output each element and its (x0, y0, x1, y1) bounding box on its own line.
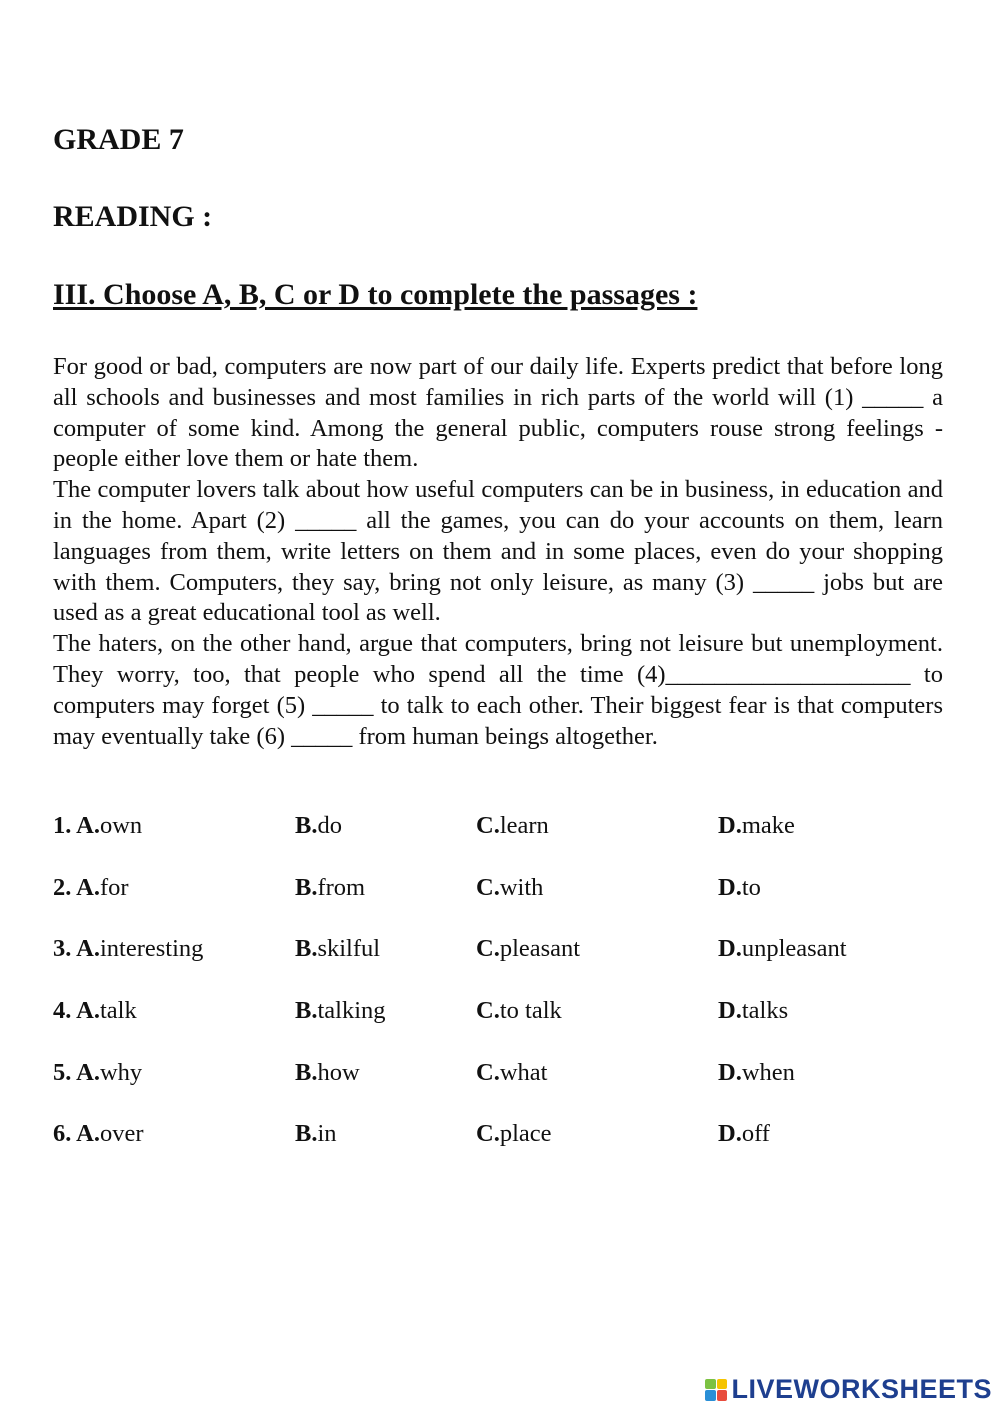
question-row (53, 931, 953, 993)
passage-paragraph: The haters, on the other hand, argue that computers, bring not leisure but unemployment. They worry, too, that people who spend all the time (4)____________________ to computers may forget (5) _____ to talk to each other. Their biggest fear is that computers may eventually take (6) _____ from human beings altogether. (53, 630, 943, 750)
option-d[interactable] (718, 1055, 795, 1091)
liveworksheets-logo (705, 1374, 992, 1405)
option-a[interactable] (53, 808, 142, 844)
option-letter (295, 997, 317, 1024)
option-letter-text: D. (718, 1120, 742, 1148)
option-text: in (317, 1120, 337, 1148)
option-text: talk (99, 997, 137, 1025)
option-letter-text: A. (76, 812, 100, 839)
option-letter (295, 1120, 317, 1147)
question-number: 2. (53, 873, 72, 901)
option-d[interactable] (718, 993, 788, 1029)
option-a[interactable] (53, 1116, 144, 1152)
option-letter (476, 1120, 500, 1147)
option-letter-text: B. (295, 997, 318, 1025)
option-text: when (741, 1058, 795, 1086)
option-c[interactable] (476, 931, 580, 967)
option-letter (718, 997, 742, 1024)
option-letter-text: C. (476, 873, 500, 901)
option-letter-text: C. (476, 997, 500, 1025)
option-b[interactable] (295, 993, 386, 1029)
option-letter-text: D. (718, 812, 742, 839)
option-text: place (499, 1120, 552, 1148)
option-letter (53, 997, 100, 1024)
option-letter (718, 874, 742, 901)
question-row (53, 1116, 953, 1178)
logo-text: LIVEWORKSHEETS (731, 1374, 992, 1404)
option-a[interactable] (53, 1055, 142, 1091)
option-letter (476, 1059, 500, 1086)
question-row (53, 870, 953, 932)
option-text: over (99, 1120, 144, 1148)
option-letter-text: D. (718, 997, 742, 1025)
reading-passage (53, 352, 943, 752)
option-letter-text: C. (476, 935, 500, 963)
option-letter (295, 812, 317, 839)
option-c[interactable] (476, 1055, 547, 1091)
option-text: from (317, 873, 366, 901)
option-text: interesting (99, 935, 204, 963)
question-number: 3. (53, 935, 72, 963)
option-letter (718, 935, 742, 962)
liveworksheets-logo-icon (705, 1379, 727, 1401)
question-row (53, 1055, 953, 1117)
option-letter (476, 812, 500, 839)
option-b[interactable] (295, 808, 342, 844)
option-text: off (741, 1120, 770, 1148)
option-letter-text: D. (718, 873, 742, 901)
option-text: unpleasant (741, 935, 847, 963)
option-letter (718, 1120, 742, 1147)
question-row (53, 808, 953, 870)
question-number: 1. (53, 812, 72, 839)
question-row (53, 993, 953, 1055)
option-letter (53, 935, 100, 962)
option-text: make (741, 812, 795, 839)
option-letter (476, 997, 500, 1024)
option-b[interactable] (295, 931, 380, 967)
option-b[interactable] (295, 1055, 360, 1091)
option-a[interactable] (53, 993, 137, 1029)
option-text: learn (499, 812, 549, 839)
option-letter-text: D. (718, 935, 742, 963)
option-d[interactable] (718, 808, 795, 844)
option-letter-text: C. (476, 1120, 500, 1148)
option-letter-text: B. (295, 935, 318, 963)
option-letter (53, 1059, 100, 1086)
option-text: for (99, 873, 129, 901)
option-text: talks (741, 997, 789, 1025)
option-letter-text: C. (476, 1058, 500, 1086)
option-letter-text: A. (76, 935, 100, 963)
option-text: do (317, 812, 342, 839)
option-d[interactable] (718, 1116, 770, 1152)
option-c[interactable] (476, 993, 562, 1029)
option-letter-text: A. (76, 873, 100, 901)
option-letter (295, 1059, 317, 1086)
option-letter-text: A. (76, 997, 100, 1025)
option-letter (53, 812, 100, 839)
grade-heading: GRADE 7 (53, 123, 184, 156)
option-letter-text: B. (295, 1120, 318, 1148)
option-letter (718, 1059, 742, 1086)
question-number: 5. (53, 1058, 72, 1086)
option-b[interactable] (295, 1116, 337, 1152)
option-text: with (499, 873, 544, 901)
answer-options (53, 808, 953, 1178)
option-text: to (741, 873, 761, 901)
option-letter-text: B. (295, 873, 318, 901)
option-letter-text: B. (295, 1058, 318, 1086)
option-c[interactable] (476, 808, 549, 844)
option-letter-text: C. (476, 812, 500, 839)
option-text: how (317, 1058, 360, 1086)
option-letter-text: D. (718, 1058, 742, 1086)
instruction-heading: III. Choose A, B, C or D to complete the passages : (53, 278, 698, 311)
option-letter (476, 935, 500, 962)
option-text: talking (317, 997, 386, 1025)
option-d[interactable] (718, 931, 847, 967)
option-text: own (99, 812, 143, 839)
option-text: pleasant (499, 935, 581, 963)
passage-paragraph: The computer lovers talk about how useful computers can be in business, in education and in the home. Apart (2) _____ all the games, you can do your accounts on them, learn languages from them, write letters on them and in some places, even do your shopping with them. Computers, they say, bring not only leisure, as many (3) _____ jobs but are used as a great educational tool as well. (53, 476, 943, 627)
option-letter (295, 935, 317, 962)
option-letter-text: A. (76, 1058, 100, 1086)
option-letter-text: A. (76, 1120, 100, 1148)
option-letter (718, 812, 742, 839)
option-letter (53, 1120, 100, 1147)
option-a[interactable] (53, 870, 129, 906)
option-c[interactable] (476, 1116, 552, 1152)
option-text: what (499, 1058, 548, 1086)
question-number: 6. (53, 1120, 72, 1148)
option-letter (53, 874, 100, 901)
question-number: 4. (53, 997, 72, 1025)
passage-paragraph: For good or bad, computers are now part of our daily life. Experts predict that before long all schools and businesses and most families in rich parts of the world will (1) _____ a computer of some kind. Among the general public, computers rouse strong feelings - people either love them or hate them. (53, 353, 943, 473)
option-d[interactable] (718, 870, 761, 906)
option-c[interactable] (476, 870, 543, 906)
option-letter (295, 874, 317, 901)
option-text: to talk (499, 997, 562, 1025)
section-heading: READING : (53, 200, 213, 233)
option-b[interactable] (295, 870, 365, 906)
option-letter-text: B. (295, 812, 318, 839)
option-text: why (99, 1058, 143, 1086)
option-letter (476, 874, 500, 901)
option-a[interactable] (53, 931, 203, 967)
option-text: skilful (317, 935, 381, 963)
